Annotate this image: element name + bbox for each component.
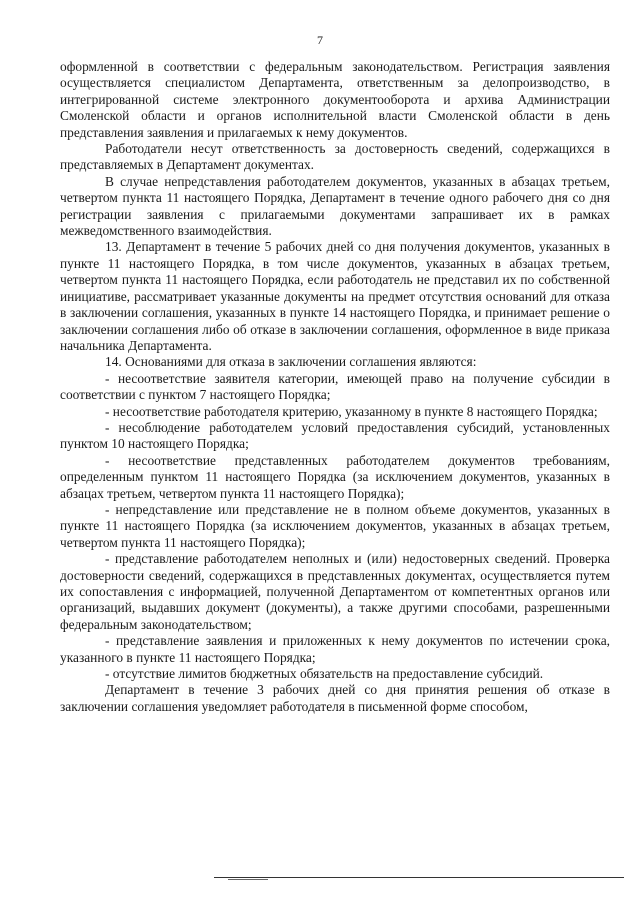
list-item-documents-incomplete: - непредставление или представление не в полном объеме документов, указанных в пункте 11 настоящего Порядка (за исключением документов, указанных в абзацах третьем, четвертом пункта 11 настоящего Порядка); bbox=[60, 501, 610, 550]
paragraph-registration: оформленной в соответствии с федеральным законодательством. Регистрация заявления осуществляется специалистом Департамента, ответственным за делопроизводство, в интегрированной системе электронного документооборота и архива Администрации Смоленской области и органов исполнительной власти Смоленской области в день представления заявления и прилагаемых к нему документов. bbox=[60, 59, 610, 140]
list-item-criterion-mismatch: - несоответствие работодателя критерию, указанному в пункте 8 настоящего Порядка; bbox=[105, 403, 598, 419]
footer-divider bbox=[214, 877, 624, 878]
list-item-no-budget-limits: - отсутствие лимитов бюджетных обязательств на предоставление субсидий. bbox=[105, 666, 544, 682]
list-item-inaccurate-info: - представление работодателем неполных и (или) недостоверных сведений. Проверка достоверности сведений, содержащихся в представленных документах, осуществляется путем их сопоставления с информацией, полученной Департаментом от компетентных органов или организаций, выдавших документ (документы), а также другими способами, разрешенными федеральным законодательством; bbox=[60, 551, 610, 632]
paragraph-item-13: 13. Департамент в течение 5 рабочих дней со дня получения документов, указанных в пункте 11 настоящего Порядка, в том числе документов, указанных в абзацах третьем, четвертом пункта 11 настоящего Порядка, если работодатель не представил их по собственной инициативе, рассматривает указанные документы на предмет отсутствия оснований для отказа в заключении соглашения, указанных в пункте 14 настоящего Порядка, и принимает решение о заключении соглашения либо об отказе в заключении соглашения, оформленное в виде приказа начальника Департамента. bbox=[60, 239, 610, 353]
list-item-late-submission: - представление заявления и приложенных к нему документов по истечении срока, указанного в пункте 11 настоящего Порядка; bbox=[60, 633, 610, 665]
document-body bbox=[60, 59, 610, 715]
footer-divider-mark bbox=[228, 879, 268, 880]
paragraph-non-submission: В случае непредставления работодателем документов, указанных в абзацах третьем, четвертом пункта 11 настоящего Порядка, Департамент в течение одного рабочего дня со дня регистрации заявления с прилагаемыми документами запрашивает их в рамках межведомственного взаимодействия. bbox=[60, 173, 610, 239]
paragraph-item-14: 14. Основаниями для отказа в заключении соглашения являются: bbox=[105, 354, 477, 370]
list-item-category-mismatch: - несоответствие заявителя категории, имеющей право на получение субсидии в соответствии с пунктом 7 настоящего Порядка; bbox=[60, 370, 610, 403]
list-item-documents-mismatch: - несоответствие представленных работодателем документов требованиям, определенным пунктом 11 настоящего Порядка (за исключением документов, указанных в абзацах третьем, четвертом пункта 11 настоящего Порядка); bbox=[60, 452, 610, 501]
list-item-conditions-noncompliance: - несоблюдение работодателем условий предоставления субсидий, установленных пунктом 10 настоящего Порядка; bbox=[60, 419, 610, 452]
paragraph-responsibility: Работодатели несут ответственность за достоверность сведений, содержащихся в представляемых в Департамент документах. bbox=[60, 141, 610, 173]
page-number: 7 bbox=[317, 33, 323, 47]
paragraph-refusal-notification: Департамент в течение 3 рабочих дней со дня принятия решения об отказе в заключении соглашения уведомляет работодателя в письменной форме способом, bbox=[60, 682, 610, 714]
